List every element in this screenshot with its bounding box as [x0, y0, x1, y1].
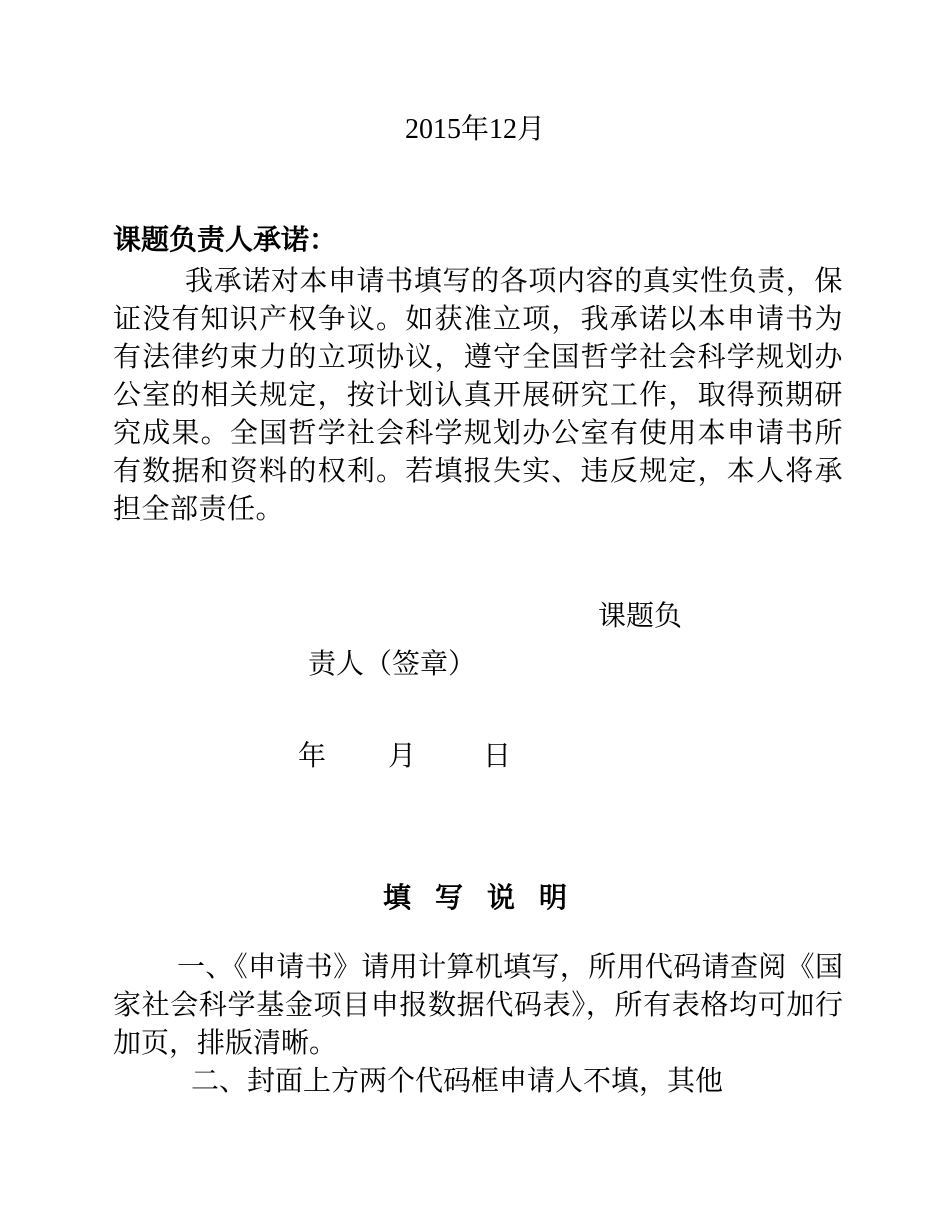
- instruction-item-2: 二、封面上方两个代码框申请人不填，其他: [191, 1064, 724, 1097]
- instructions-title: 填写说明: [382, 881, 591, 914]
- signature-date-fields: [298, 738, 511, 774]
- instruction-item-1: 一、《申请书》请用计算机填写，所用代码请查阅《国家社会科学基金项目申报数据代码表》，所有表格均可加行加页，排版清晰。: [113, 950, 843, 1059]
- day-label: 日: [483, 739, 512, 772]
- year-label: 年: [298, 739, 327, 772]
- pledge-heading: 课题负责人承诺：: [113, 223, 338, 256]
- month-label: 月: [388, 739, 417, 772]
- document-date: 2015年12月: [404, 114, 545, 145]
- pledge-body: 我承诺对本申请书填写的各项内容的真实性负责，保证没有知识产权争议。如获准立项，我承诺以本申请书为有法律约束力的立项协议，遵守全国哲学社会科学规划办公室的相关规定，按计划认真开展研究工作，取得预期研究成果。全国哲学社会科学规划办公室有使用本申请书所有数据和资料的权利。若填报失实、违反规定，本人将承担全部责任。: [113, 264, 843, 525]
- signature-label-part1: 课题负: [598, 599, 683, 632]
- signature-label-part2: 责人（签章）: [308, 647, 477, 680]
